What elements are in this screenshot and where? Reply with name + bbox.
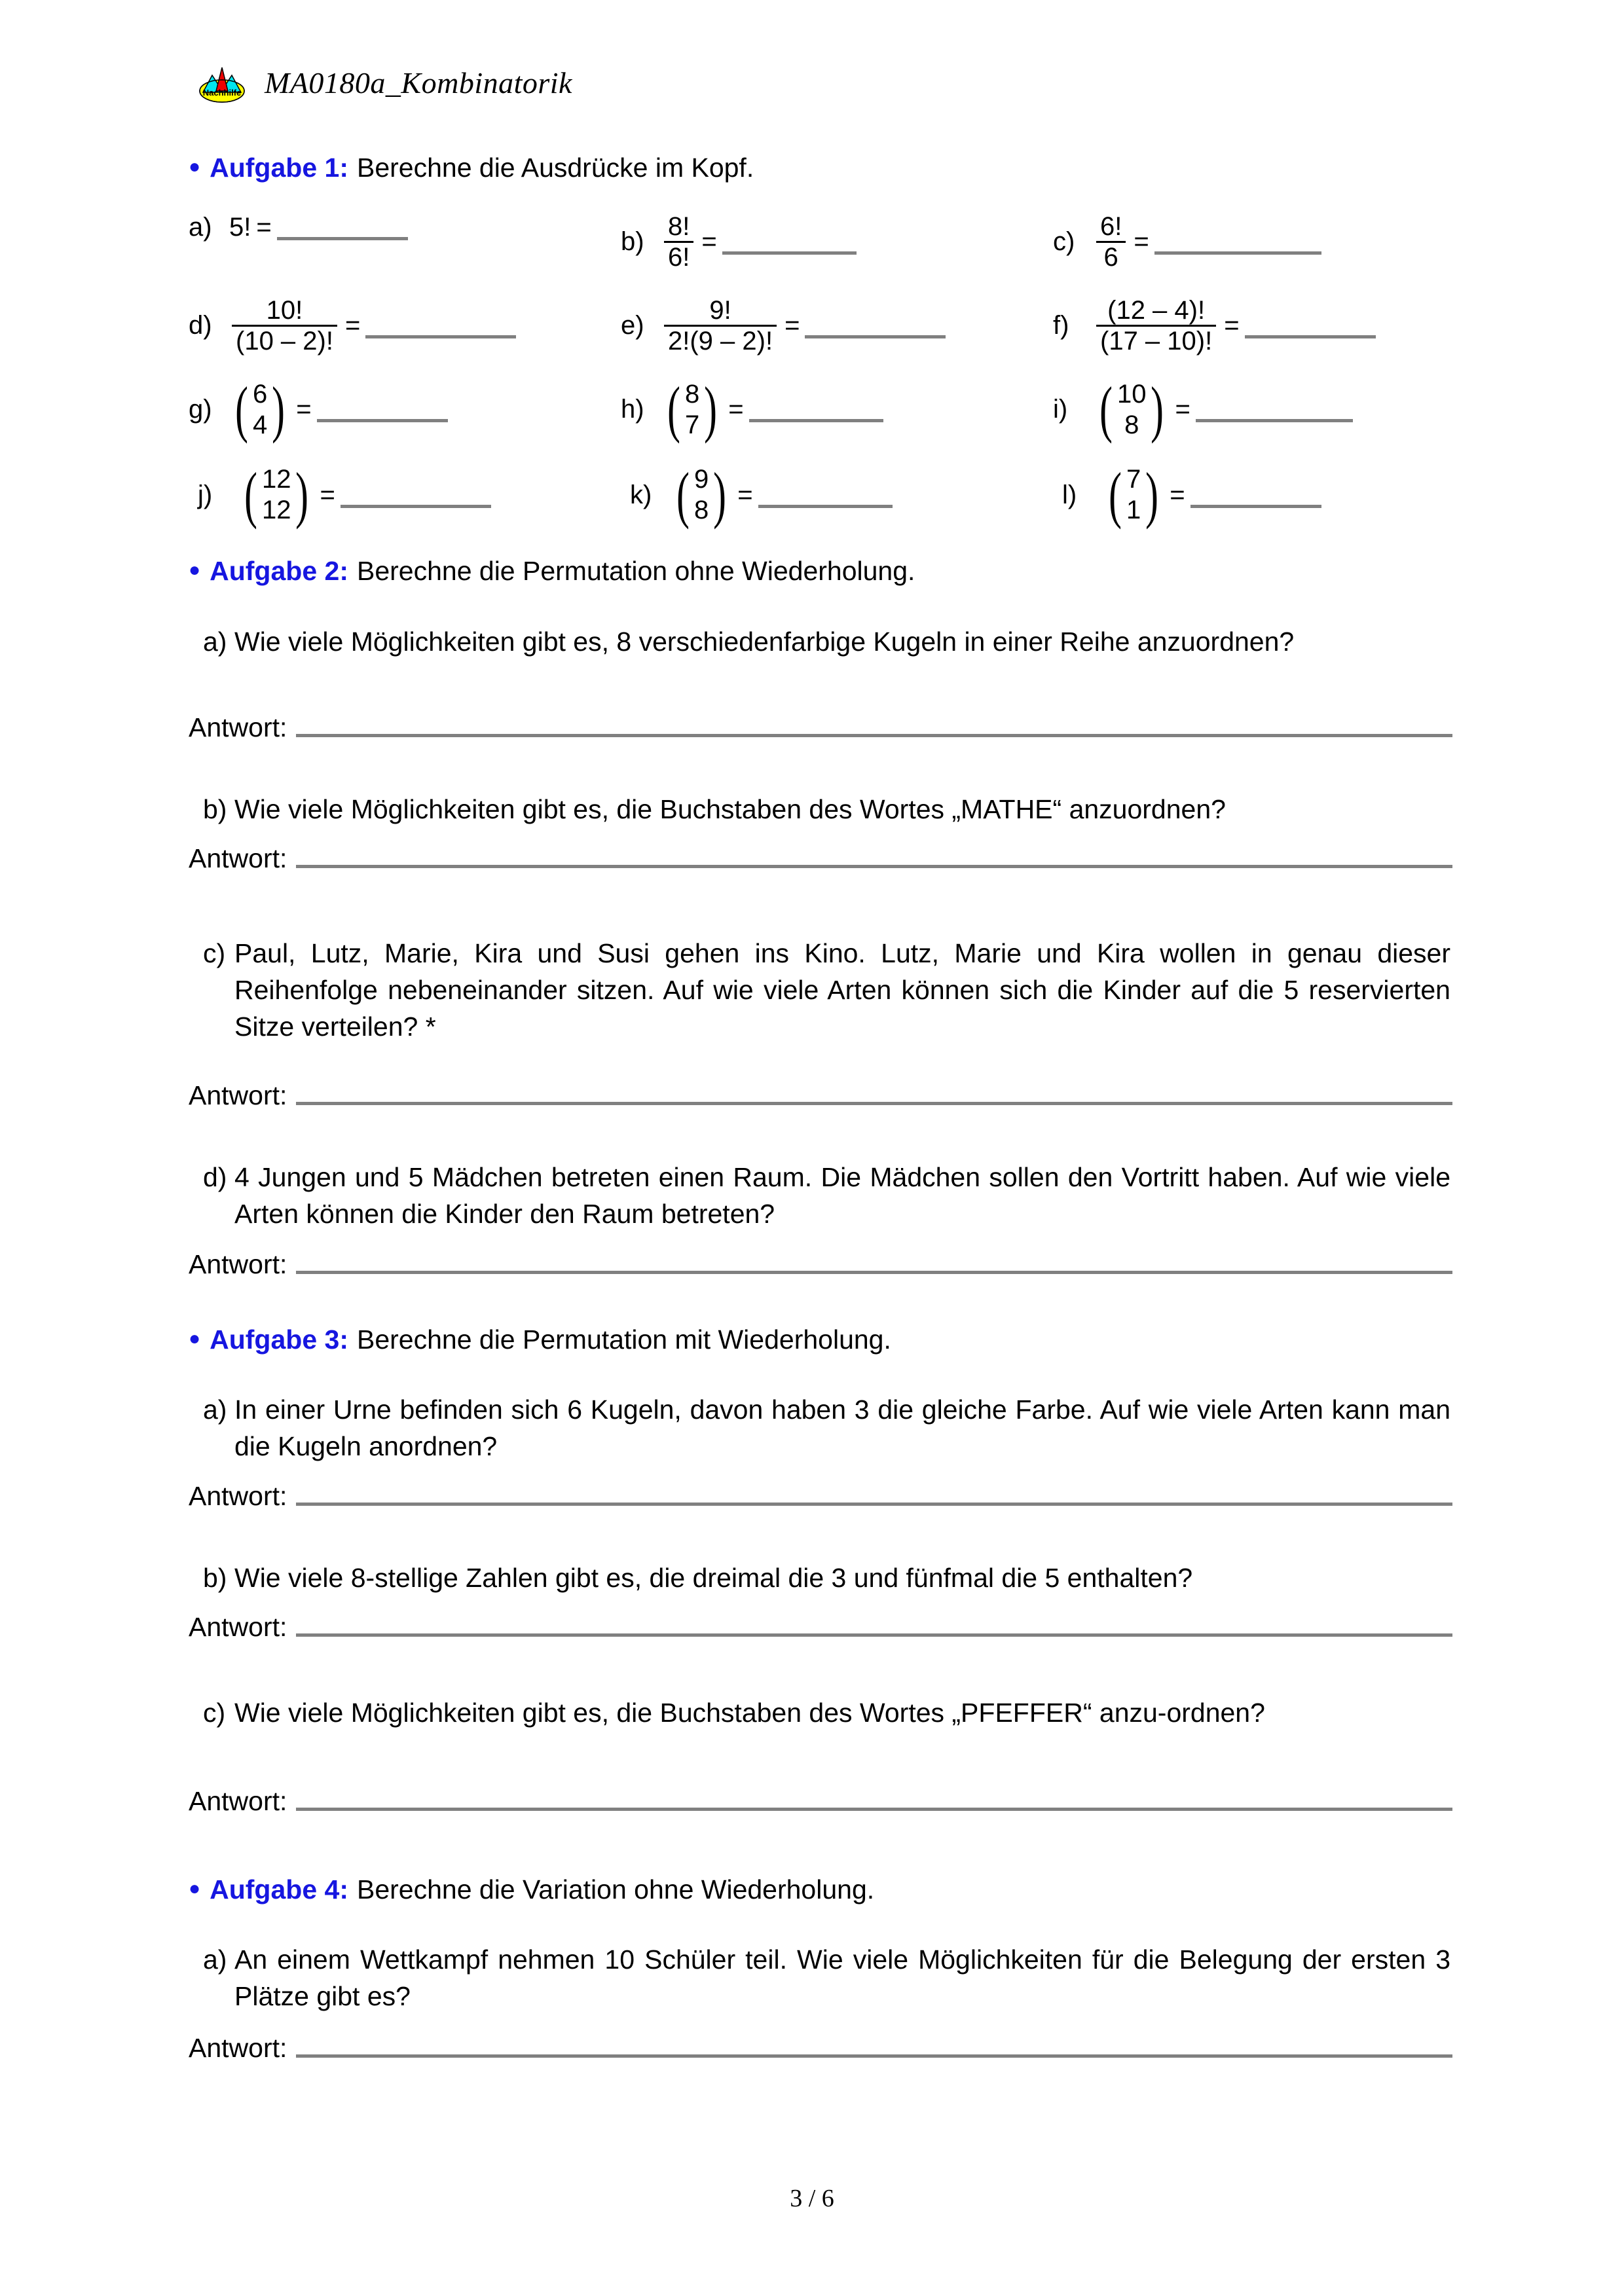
task-2-answer-c: [189, 1080, 1452, 1111]
question-paragraph: [203, 1559, 1450, 1596]
binomial-stack: [252, 379, 268, 441]
exercise-marker: g): [189, 395, 212, 424]
exercise-d: [189, 297, 621, 355]
binomial-k: 4: [252, 410, 268, 439]
exercise-i: [1053, 374, 1353, 445]
question-text: Paul, Lutz, Marie, Kira und Susi gehen ins Kino. Lutz, Marie und Kira wollen in genau dieser Reihenfolge nebeneinander sitzen. Auf wie viele Arten können sich die Kinder auf die 5 reservierten Sitze verteilen? *: [234, 938, 1450, 1042]
left-paren: (: [676, 459, 690, 530]
binomial-n: 8: [684, 379, 700, 409]
exercise-h: [621, 374, 1053, 445]
question-marker: c): [203, 938, 226, 968]
exercise-marker: a): [189, 213, 212, 242]
exercise-marker: h): [621, 395, 644, 424]
binomial-coefficient: [1096, 374, 1168, 445]
fraction-numerator: 10!: [266, 295, 303, 325]
task-2-description: Berechne die Permutation ohne Wiederholung.: [356, 556, 915, 586]
equals-sign: =: [701, 227, 717, 257]
exercise-expression: [661, 213, 857, 272]
answer-label: Antwort:: [189, 1786, 287, 1816]
fraction-denominator: 6: [1103, 243, 1118, 272]
task-3-label: Aufgabe 3:: [210, 1324, 348, 1355]
equals-sign: =: [737, 480, 753, 509]
task-4-answer-a: [189, 2033, 1452, 2064]
question-paragraph: [203, 791, 1450, 828]
question-marker: a): [203, 627, 227, 657]
exercise-c: [1053, 213, 1321, 272]
answer-label: Antwort:: [189, 843, 287, 873]
answer-line: [189, 1786, 1452, 1817]
answer-blank[interactable]: [296, 2054, 1452, 2058]
right-paren: ): [295, 459, 309, 530]
question-marker: d): [203, 1162, 227, 1192]
exercise-expression: [238, 459, 491, 530]
fraction-numerator: (12 – 4)!: [1107, 295, 1206, 325]
fraction: [664, 297, 777, 355]
task-2-question-d: [203, 1159, 1450, 1232]
exercise-marker: l): [1062, 480, 1077, 509]
answer-blank[interactable]: [296, 1503, 1452, 1506]
task-3-answer-a: [189, 1481, 1452, 1512]
fraction: [664, 213, 693, 272]
equals-sign: =: [728, 395, 744, 424]
exercise-row: [189, 374, 1452, 445]
answer-blank[interactable]: [296, 734, 1452, 737]
bullet-icon: ●: [189, 1328, 201, 1349]
exercise-marker: k): [630, 480, 652, 509]
answer-blank[interactable]: [749, 419, 883, 422]
task-1-exercise-grid: [189, 212, 1452, 530]
answer-blank[interactable]: [296, 1271, 1452, 1274]
fraction: [232, 297, 337, 355]
task-2-heading-row: [189, 555, 1452, 587]
fraction-numerator: 8!: [668, 212, 690, 241]
task-1-description: Berechne die Ausdrücke im Kopf.: [356, 153, 754, 183]
nachhilfe-logo-icon: [196, 62, 248, 103]
exercise-marker: f): [1053, 311, 1069, 340]
left-paren: (: [667, 374, 680, 445]
binomial-n: 10: [1116, 379, 1147, 409]
task-3-question-a: [203, 1391, 1450, 1465]
question-marker: a): [203, 1394, 227, 1425]
task-4-heading: [189, 1874, 1452, 1906]
exercise-b: [621, 213, 1053, 272]
exercise-marker: i): [1053, 395, 1068, 424]
equals-sign: =: [784, 311, 800, 340]
binomial-k: 12: [261, 496, 291, 525]
equals-sign: =: [1175, 395, 1190, 424]
svg-text:Nachhilfe: Nachhilfe: [202, 88, 242, 98]
question-marker: a): [203, 1944, 227, 1975]
question-marker: b): [203, 794, 227, 824]
answer-blank[interactable]: [758, 505, 893, 508]
question-text: 4 Jungen und 5 Mädchen betreten einen Raum. Die Mädchen sollen den Vortritt haben. Auf wie viele Arten können die Kinder den Raum betreten?: [234, 1162, 1450, 1230]
equals-sign: =: [1170, 480, 1185, 509]
question-marker: b): [203, 1563, 227, 1593]
answer-line: [189, 1080, 1452, 1111]
right-paren: ): [272, 374, 286, 445]
answer-label: Antwort:: [189, 1249, 287, 1279]
left-paren: (: [244, 459, 257, 530]
fraction-denominator: (17 – 10)!: [1100, 327, 1213, 356]
question-text: Wie viele 8-stellige Zahlen gibt es, die dreimal die 3 und fünfmal die 5 enthalten?: [234, 1563, 1193, 1593]
answer-blank[interactable]: [341, 505, 491, 508]
answer-blank[interactable]: [1154, 251, 1321, 255]
equals-sign: =: [1224, 311, 1240, 340]
exercise-row: [189, 213, 1452, 272]
fraction: [1096, 213, 1126, 272]
exercise-marker: e): [621, 311, 644, 340]
exercise-row: [189, 459, 1452, 530]
task-2-answer-d: [189, 1249, 1452, 1280]
task-1-label: Aufgabe 1:: [210, 153, 348, 183]
binomial-n: 7: [1126, 464, 1141, 494]
task-2-label: Aufgabe 2:: [210, 556, 348, 586]
question-text: Wie viele Möglichkeiten gibt es, die Buchstaben des Wortes „MATHE“ anzuordnen?: [234, 794, 1226, 824]
answer-blank[interactable]: [296, 1808, 1452, 1811]
answer-blank[interactable]: [805, 335, 946, 338]
task-1-heading: [189, 152, 1452, 184]
exercise-marker: b): [621, 227, 644, 257]
binomial-stack: [261, 464, 292, 526]
left-paren: (: [235, 374, 248, 445]
binomial-coefficient: [663, 374, 721, 445]
fraction-numerator: 6!: [1100, 212, 1122, 241]
binomial-stack: [684, 379, 700, 441]
answer-label: Antwort:: [189, 1481, 287, 1511]
answer-blank[interactable]: [1190, 505, 1321, 508]
exercise-g: [189, 374, 621, 445]
exercise-row: [189, 297, 1452, 355]
exercise-expression: [229, 213, 408, 242]
exercise-expression: [1103, 459, 1321, 530]
binomial-coefficient: [231, 374, 289, 445]
task-3-question-b: [203, 1559, 1450, 1596]
binomial-n: 9: [693, 464, 709, 494]
exercise-expression: [1094, 374, 1353, 445]
binomial-k: 1: [1126, 496, 1141, 525]
answer-label: Antwort:: [189, 1080, 287, 1110]
answer-blank[interactable]: [722, 251, 857, 255]
exercise-marker: c): [1053, 227, 1075, 257]
bullet-icon: ●: [189, 1878, 201, 1899]
answer-line: [189, 712, 1452, 743]
task-2-heading: [189, 555, 1452, 587]
answer-line: [189, 1481, 1452, 1512]
bullet-icon: ●: [189, 156, 201, 177]
question-text: An einem Wettkampf nehmen 10 Schüler teil. Wie viele Möglichkeiten für die Belegung der ersten 3 Plätze gibt es?: [234, 1944, 1450, 2012]
exercise-marker: d): [189, 311, 212, 340]
left-paren: (: [1099, 374, 1113, 445]
answer-blank[interactable]: [317, 419, 448, 422]
question-text: Wie viele Möglichkeiten gibt es, die Buchstaben des Wortes „PFEFFER“ anzu-ordnen?: [234, 1698, 1265, 1728]
right-paren: ): [713, 459, 727, 530]
binomial-coefficient: [240, 459, 312, 530]
answer-line: [189, 2033, 1452, 2064]
question-paragraph: [203, 1694, 1450, 1731]
task-1-heading-row: [189, 152, 1452, 184]
task-4-question-a: [203, 1941, 1450, 2014]
equals-sign: =: [296, 395, 312, 424]
equals-sign: =: [320, 480, 335, 509]
binomial-coefficient: [1105, 459, 1162, 530]
task-3-heading: [189, 1324, 1452, 1356]
document-title: MA0180a_Kombinatorik: [265, 65, 572, 100]
answer-blank[interactable]: [277, 237, 408, 240]
exercise-a: [189, 213, 621, 242]
task-4-heading-row: [189, 1874, 1452, 1906]
equals-sign: =: [344, 311, 361, 340]
exercise-j: [189, 459, 630, 530]
equals-sign: =: [256, 213, 272, 242]
expression-term: 5!: [229, 213, 251, 242]
binomial-k: 7: [684, 410, 700, 439]
task-3-description: Berechne die Permutation mit Wiederholung.: [356, 1324, 891, 1355]
exercise-l: [1062, 459, 1321, 530]
left-paren: (: [1109, 459, 1122, 530]
answer-blank[interactable]: [1196, 419, 1353, 422]
right-paren: ): [704, 374, 718, 445]
answer-blank[interactable]: [296, 1102, 1452, 1105]
binomial-k: 8: [693, 496, 709, 525]
task-3-answer-b: [189, 1612, 1452, 1643]
task-2-answer-a: [189, 712, 1452, 743]
exercise-marker: j): [198, 480, 213, 509]
fraction-numerator: 9!: [709, 295, 731, 325]
question-paragraph: [203, 1391, 1450, 1465]
binomial-n: 6: [252, 379, 268, 409]
exercise-f: [1053, 297, 1376, 355]
exercise-expression: [661, 374, 883, 445]
page-header: [196, 62, 572, 103]
question-text: Wie viele Möglichkeiten gibt es, 8 verschiedenfarbige Kugeln in einer Reihe anzuordnen?: [234, 627, 1295, 657]
task-2-answer-b: [189, 843, 1452, 874]
exercise-k: [630, 459, 1062, 530]
binomial-coefficient: [673, 459, 730, 530]
binomial-k: 8: [1124, 410, 1139, 439]
task-2-question-b: [203, 791, 1450, 828]
exercise-expression: [661, 297, 946, 355]
fraction: [1096, 297, 1216, 355]
fraction-denominator: 2!(9 – 2)!: [668, 327, 773, 356]
question-paragraph: [203, 1159, 1450, 1232]
equals-sign: =: [1134, 227, 1149, 257]
answer-label: Antwort:: [189, 1612, 287, 1642]
answer-blank[interactable]: [296, 1633, 1452, 1637]
answer-blank[interactable]: [365, 335, 516, 338]
answer-blank[interactable]: [296, 865, 1452, 868]
question-paragraph: [203, 623, 1450, 660]
exercise-e: [621, 297, 1053, 355]
binomial-n: 12: [261, 464, 291, 494]
answer-line: [189, 843, 1452, 874]
exercise-expression: [671, 459, 893, 530]
exercise-expression: [1094, 297, 1376, 355]
answer-blank[interactable]: [1245, 335, 1376, 338]
task-2-question-a: [203, 623, 1450, 660]
exercise-expression: [229, 297, 516, 355]
fraction-denominator: 6!: [668, 243, 690, 272]
page-footer: 3 / 6: [790, 2185, 834, 2212]
question-paragraph: [203, 1941, 1450, 2014]
task-2-question-c: [203, 935, 1450, 1045]
fraction-denominator: (10 – 2)!: [236, 327, 333, 356]
question-marker: c): [203, 1698, 226, 1728]
exercise-expression: [229, 374, 448, 445]
task-3-heading-row: [189, 1324, 1452, 1356]
binomial-stack: [1126, 464, 1141, 526]
right-paren: ): [1145, 459, 1159, 530]
answer-line: [189, 1612, 1452, 1643]
bullet-icon: ●: [189, 559, 201, 581]
question-text: In einer Urne befinden sich 6 Kugeln, davon haben 3 die gleiche Farbe. Auf wie viele Arten kann man die Kugeln anordnen?: [234, 1394, 1450, 1462]
answer-line: [189, 1249, 1452, 1280]
question-paragraph: [203, 935, 1450, 1045]
binomial-stack: [693, 464, 709, 526]
answer-label: Antwort:: [189, 712, 287, 742]
exercise-expression: [1094, 213, 1321, 272]
task-4-description: Berechne die Variation ohne Wiederholung.: [356, 1874, 875, 1904]
right-paren: ): [1151, 374, 1164, 445]
answer-label: Antwort:: [189, 2033, 287, 2063]
task-4-label: Aufgabe 4:: [210, 1874, 348, 1904]
task-3-answer-c: [189, 1786, 1452, 1817]
task-3-question-c: [203, 1694, 1450, 1731]
binomial-stack: [1116, 379, 1147, 441]
